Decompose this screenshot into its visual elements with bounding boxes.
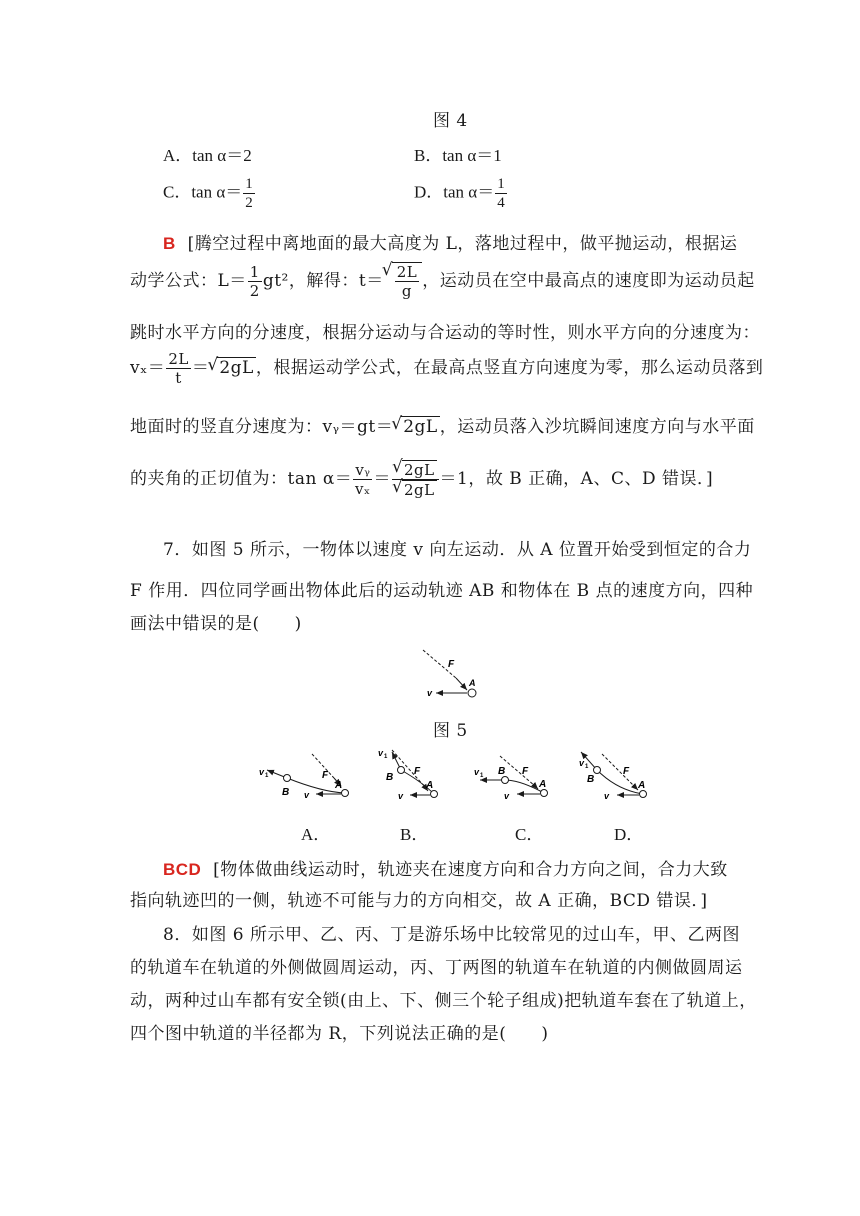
answer-label: B xyxy=(163,234,176,253)
q7-option-label-c: C． xyxy=(515,825,544,844)
object-circle xyxy=(468,689,476,697)
svg-text:1: 1 xyxy=(480,773,484,779)
svg-text:A: A xyxy=(638,780,646,791)
label-f: F xyxy=(448,659,455,670)
answer-label: BCD xyxy=(163,860,202,879)
q6-answer-line-4: vₓ＝ $\frac{2L}{t}$ ＝√ 2gL ，根据运动学公式，在最高点竖直方向速度为零，那么运动员落到 xyxy=(130,350,763,387)
q6-option-d: D．tan α＝ $\frac{1}{4}$ xyxy=(414,176,505,211)
option-b-diagram xyxy=(378,748,438,801)
svg-text:B: B xyxy=(498,766,506,777)
svg-text:F: F xyxy=(322,770,329,781)
svg-text:B: B xyxy=(587,774,595,785)
q7-answer-line-2: 指向轨迹凹的一侧，轨迹不可能与力的方向相交，故 A 正确，BCD 错误．] xyxy=(130,891,708,911)
force-arrow xyxy=(456,678,467,690)
svg-text:F: F xyxy=(414,766,421,777)
svg-text:v: v xyxy=(378,748,384,758)
svg-text:1: 1 xyxy=(585,764,589,770)
q8-line-1: 8．如图 6 所示甲、乙、丙、丁是游乐场中比较常见的过山车，甲、乙两图 xyxy=(163,925,740,945)
figure-5-caption: 图 5 xyxy=(433,721,468,741)
svg-text:A: A xyxy=(426,780,434,791)
q6-option-c: C．tan α＝ $\frac{1}{2}$ xyxy=(163,176,253,211)
svg-text:A: A xyxy=(335,780,343,791)
q7-line-1: 7．如图 5 所示，一物体以速度 v 向左运动．从 A 位置开始受到恒定的合力 xyxy=(163,540,752,560)
q6-option-a: A．tan α＝2 xyxy=(163,146,252,165)
q6-answer-line-1: B [腾空过程中离地面的最大高度为 L，落地过程中，做平抛运动，根据运 xyxy=(163,234,738,254)
q6-answer-line-5: 地面时的竖直分速度为：vᵧ＝gt＝√ 2gL ，运动员落入沙坑瞬间速度方向与水平面 xyxy=(130,412,755,437)
q7-option-label-b: B． xyxy=(400,825,429,844)
q6-answer-line-3: 跳时水平方向的分速度，根据分运动与合运动的等时性，则水平方向的分速度为： xyxy=(130,323,760,343)
svg-text:v: v xyxy=(579,758,585,768)
svg-text:v: v xyxy=(259,767,265,777)
svg-text:v: v xyxy=(398,791,404,801)
q7-option-label-d: D． xyxy=(614,825,644,844)
q7-line-3: 画法中错误的是( ) xyxy=(130,614,302,634)
svg-text:F: F xyxy=(623,766,630,777)
figure-4-caption: 图 4 xyxy=(433,111,468,131)
q7-option-label-a: A． xyxy=(301,825,331,844)
q7-line-2: F 作用．四位同学画出物体此后的运动轨迹 AB 和物体在 B 点的速度方向，四种 xyxy=(130,581,754,601)
option-a-diagram xyxy=(259,754,349,800)
option-c-diagram xyxy=(474,756,548,801)
q6-option-b: B．tan α＝1 xyxy=(414,146,502,165)
svg-text:v: v xyxy=(604,791,610,801)
svg-text:F: F xyxy=(522,766,529,777)
label-a: A xyxy=(469,678,476,688)
q6-answer-line-6: 的夹角的正切值为：tan α＝ $\frac{\text{vᵧ}}{\text{vₓ}}$ ＝ √ 2gL √ 2gL ＝1，故 B 正确，A、C、D 错误．] xyxy=(130,460,713,499)
svg-text:A: A xyxy=(539,779,547,790)
svg-text:v: v xyxy=(304,790,310,800)
figure-5-diagram xyxy=(420,645,490,700)
label-v: v xyxy=(427,688,433,698)
option-d-diagram xyxy=(579,752,647,801)
svg-text:v: v xyxy=(504,791,510,801)
q8-line-3: 动，两种过山车都有安全锁(由上、下、侧三个轮子组成)把轨道车套在了轨道上， xyxy=(130,991,757,1011)
q6-answer-line-2: 动学公式：L＝ $\frac{1}{2}$ gt²，解得：t＝ √ $\frac{2L}{g}$ ，运动员在空中最高点的速度即为运动员起 xyxy=(130,262,755,300)
q7-answer-line-1: BCD [物体做曲线运动时，轨迹夹在速度方向和合力方向之间，合力大致 xyxy=(163,860,728,880)
q8-line-4: 四个图中轨道的半径都为 R，下列说法正确的是( ) xyxy=(130,1024,549,1044)
svg-text:v: v xyxy=(474,767,480,777)
svg-text:1: 1 xyxy=(265,773,269,779)
q8-line-2: 的轨道车在轨道的外侧做圆周运动，丙、丁两图的轨道车在轨道的内侧做圆周运 xyxy=(130,958,743,978)
svg-text:B: B xyxy=(282,787,290,798)
svg-text:B: B xyxy=(386,772,394,783)
q7-option-diagrams xyxy=(252,742,652,808)
svg-text:1: 1 xyxy=(384,754,388,760)
